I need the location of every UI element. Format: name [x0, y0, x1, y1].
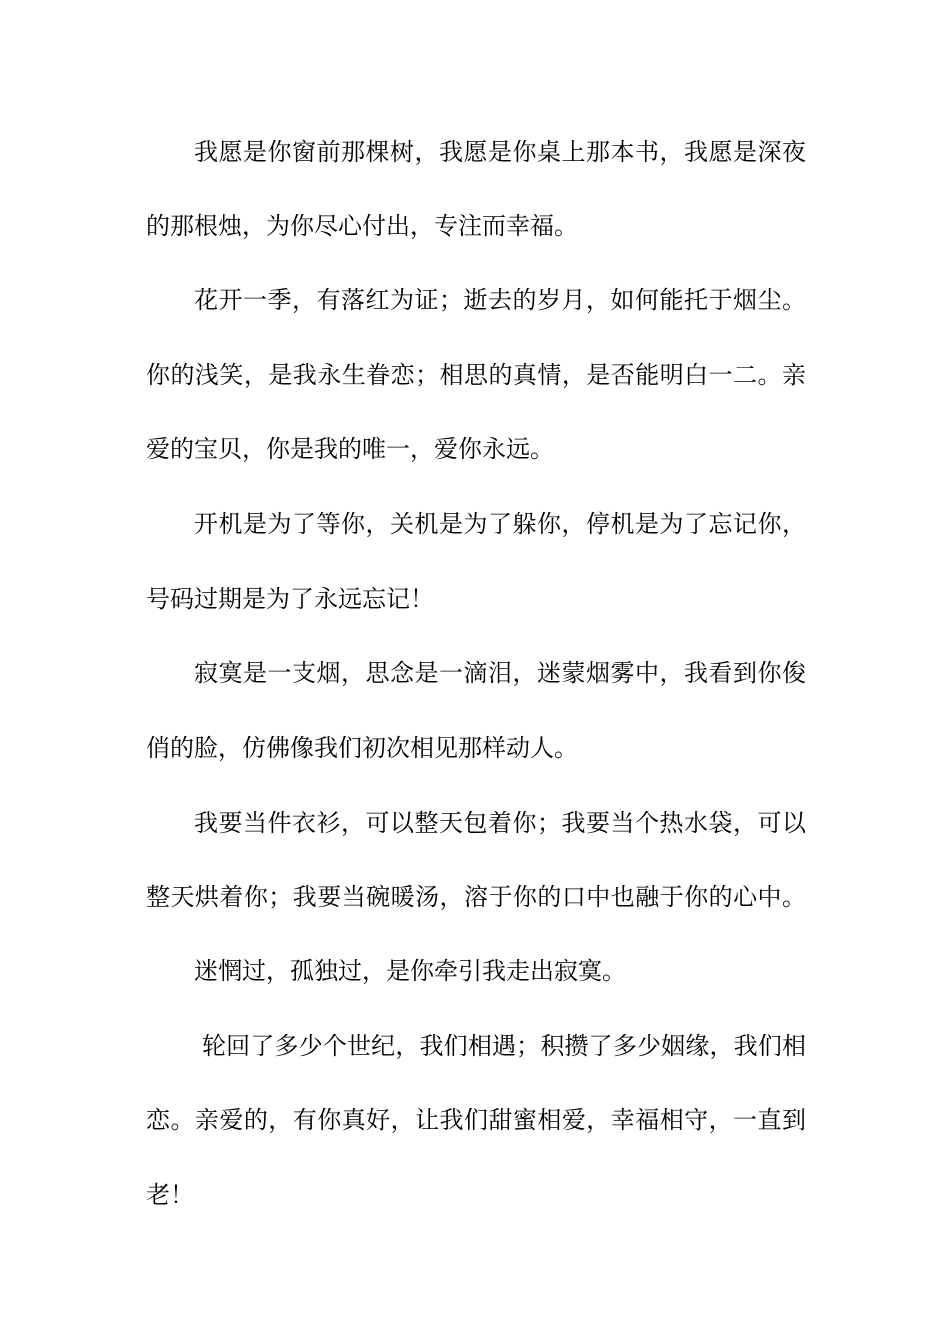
paragraph-line: 花开一季，有落红为证；逝去的岁月，如何能托于烟尘。: [194, 286, 806, 314]
paragraph-line: 开机是为了等你，关机是为了躲你，停机是为了忘记你，: [194, 510, 806, 538]
paragraph-line: 寂寞是一支烟，思念是一滴泪，迷蒙烟雾中，我看到你俊: [194, 659, 806, 687]
paragraph-line: 你的浅笑，是我永生眷恋；相思的真情，是否能明白一二。亲: [146, 361, 806, 389]
paragraph-line: 轮回了多少个世纪，我们相遇；积攒了多少姻缘，我们相: [202, 1032, 806, 1060]
paragraph-line: 号码过期是为了永远忘记！: [146, 585, 434, 613]
paragraph-line: 我要当件衣衫，可以整天包着你；我要当个热水袋，可以: [194, 809, 806, 837]
paragraph-line: 我愿是你窗前那棵树，我愿是你桌上那本书，我愿是深夜: [194, 138, 806, 166]
paragraph-line: 老！: [146, 1181, 194, 1209]
paragraph-line: 整天烘着你；我要当碗暖汤，溶于你的口中也融于你的心中。: [146, 883, 806, 911]
paragraph-line: 俏的脸，仿佛像我们初次相见那样动人。: [146, 734, 578, 762]
paragraph-line: 恋。亲爱的，有你真好，让我们甜蜜相爱，幸福相守，一直到: [146, 1106, 806, 1134]
paragraph-line: 爱的宝贝，你是我的唯一，爱你永远。: [146, 435, 554, 463]
paragraph-line: 迷惘过，孤独过，是你牵引我走出寂寞。: [194, 957, 626, 985]
paragraph-line: 的那根烛，为你尽心付出，专注而幸福。: [146, 212, 578, 240]
